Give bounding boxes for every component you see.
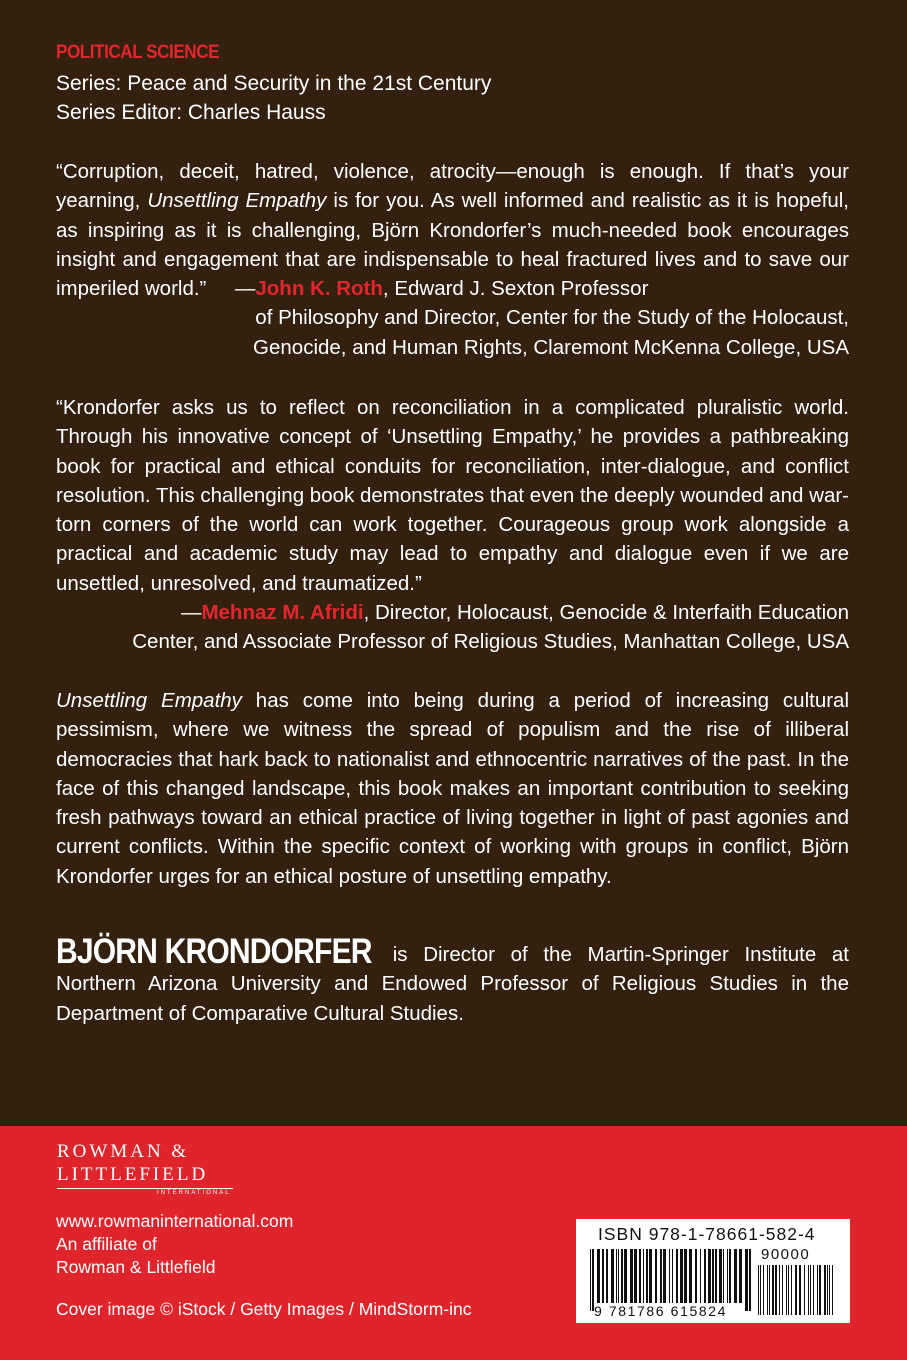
barcode-bar xyxy=(715,1249,717,1303)
barcode-bar xyxy=(602,1249,604,1303)
barcode-bar xyxy=(663,1249,666,1303)
series-title: Series: Peace and Security in the 21st Century xyxy=(56,72,492,95)
publisher-website[interactable]: www.rowmaninternational.com xyxy=(56,1211,294,1231)
endorser-name: John K. Roth xyxy=(255,277,383,301)
isbn-number: ISBN 978-1-78661-582-4 xyxy=(598,1224,816,1244)
publisher-info: www.rowmaninternational.com An affiliate of Rowman & Littlefield xyxy=(56,1211,294,1277)
barcode-bar xyxy=(799,1265,801,1315)
barcode-bar xyxy=(734,1249,737,1303)
endorser-affiliation: Genocide, and Human Rights, Claremont McKenna College, USA xyxy=(253,335,849,359)
barcode-bar xyxy=(819,1265,821,1315)
barcode-bar xyxy=(775,1265,777,1315)
endorsement-roth: “Corruption, deceit, hatred, violence, atrocity—enough is enough. If that’s your yearning, Unsettling Empathy is for you. As well informed and realistic as it is hopeful, as inspiring as it is challenging, Björn Krondorfer’s much-needed book encourages insight and engagement that are indispensable to heal fractured lives and to save our imperiled world.” —John K. Roth, Edward J. Sexton Professor of Philosophy and Director, Center for the Study of the Holocaust, Genocide, and Human Rights, Claremont McKenna College, USA xyxy=(56,157,849,362)
barcode-bar xyxy=(810,1265,811,1315)
barcode-bar xyxy=(723,1249,724,1303)
barcode-bar xyxy=(824,1265,826,1315)
barcode-bar xyxy=(788,1265,789,1315)
barcode-bar xyxy=(649,1249,652,1303)
barcode-bar xyxy=(689,1249,692,1303)
barcode-bar xyxy=(592,1249,594,1311)
barcode-bar xyxy=(708,1249,711,1303)
publisher-logo: ROWMAN & LITTLEFIELD INTERNATIONAL xyxy=(57,1140,247,1196)
barcode-bar xyxy=(672,1249,673,1303)
author-name: BJÖRN KRONDORFER xyxy=(56,932,372,971)
book-title-italic: Unsettling Empathy xyxy=(56,689,242,712)
price-code: 90000 xyxy=(761,1246,811,1263)
logo-rule xyxy=(57,1188,233,1189)
barcode-bar xyxy=(634,1249,637,1303)
barcode-bar xyxy=(763,1265,764,1315)
barcode-bar xyxy=(669,1249,670,1303)
barcode-bar xyxy=(813,1265,814,1315)
barcode-bar xyxy=(719,1249,722,1303)
barcode-bar xyxy=(655,1249,657,1303)
barcode-bar xyxy=(597,1249,600,1303)
endorser-name: Mehnaz M. Afridi xyxy=(201,601,364,625)
barcode-bar xyxy=(779,1265,780,1315)
barcode-bar xyxy=(639,1249,641,1303)
cover-image-credit: Cover image © iStock / Getty Images / MindStorm-inc xyxy=(56,1299,472,1319)
barcode-bar xyxy=(772,1265,774,1315)
barcode-bar xyxy=(712,1249,714,1303)
barcode-bar xyxy=(680,1249,683,1303)
barcode-bar xyxy=(804,1265,805,1315)
barcode-bar xyxy=(808,1265,809,1315)
barcode-bar xyxy=(590,1249,591,1311)
endorsement-afridi: “Krondorfer asks us to reflect on reconciliation in a complicated pluralistic world. Through his innovative concept of ‘Unsettling Empathy,’ he provides a pathbreaking book for practical and ethical conduits for reconciliation, inter-dialogue, and conflict resolution. This challenging book demonstrates that even the deeply wounded and war-torn corners of the world can work together. Courageous group work alongside a practical and academic study may lead to empathy and dialogue even if we are unsettled, unresolved, and traumatized.” —Mehnaz M. Afridi, Director, Holocaust, Genocide & Interfaith Education Center, and Associate Professor of Religious Studies, Manhattan College, USA xyxy=(56,393,849,657)
book-title-italic: Unsettling Empathy xyxy=(147,189,327,213)
barcode-bar xyxy=(611,1249,614,1303)
series-editor: Series Editor: Charles Hauss xyxy=(56,101,326,124)
barcode-bar xyxy=(695,1249,697,1303)
author-bio: BJÖRN KRONDORFER is Director of the Martin-Springer Institute at Northern Arizona University and Endowed Professor of Religious Studies in the Department of Comparative Cultural Studies. xyxy=(56,932,849,1025)
barcode-bar xyxy=(660,1249,662,1303)
barcode-bar xyxy=(795,1265,797,1315)
barcode-bar xyxy=(618,1249,619,1303)
barcode-bar xyxy=(827,1265,828,1315)
barcode-bar xyxy=(684,1249,687,1303)
barcode-bar xyxy=(616,1249,617,1303)
barcode-bar xyxy=(829,1265,830,1315)
barcode-bar xyxy=(791,1265,792,1315)
barcode-bar xyxy=(758,1265,759,1315)
barcode-bar xyxy=(745,1249,748,1311)
barcode-bar xyxy=(832,1265,833,1315)
barcode-bar xyxy=(621,1249,623,1303)
book-description: Unsettling Empathy has come into being during a period of increasing cultural pessimism, where we witness the spread of populism and the rise of illiberal democracies that hark back to nationalist and ethnocentric narratives of the past. In the face of this changed landscape, this book makes an important contribution to seeking fresh pathways toward an ethical practice of living together in light of past agonies and current conflicts. Within the specific context of working with groups in conflict, Björn Krondorfer urges for an ethical posture of unsettling empathy. xyxy=(56,689,849,888)
endorser-affiliation: Center, and Associate Professor of Religious Studies, Manhattan College, USA xyxy=(132,630,849,654)
barcode-bar xyxy=(749,1249,751,1311)
barcode-bar xyxy=(782,1265,783,1315)
barcode-bar xyxy=(624,1249,627,1303)
barcode-bar xyxy=(727,1249,728,1303)
barcode-bar xyxy=(646,1249,648,1303)
endorser-attribution: —Mehnaz M. Afridi, Director, Holocaust, Genocide & Interfaith Education xyxy=(180,601,849,625)
barcode-bar xyxy=(760,1265,761,1315)
barcode-bar xyxy=(767,1265,768,1315)
barcode-bar xyxy=(739,1249,742,1303)
barcode-bar xyxy=(606,1249,608,1303)
barcode-bar xyxy=(704,1249,706,1303)
barcode-bar xyxy=(676,1249,678,1303)
category-label: POLITICAL SCIENCE xyxy=(56,42,220,63)
barcode-bar xyxy=(630,1249,633,1303)
endorser-affiliation: of Philosophy and Director, Center for the Study of the Holocaust, xyxy=(255,306,849,330)
barcode-bar xyxy=(700,1249,701,1303)
barcode-bar xyxy=(817,1265,818,1315)
ean-digits: 9 781786 615824 xyxy=(594,1303,727,1319)
barcode-bar xyxy=(729,1249,731,1303)
barcode-bar xyxy=(643,1249,644,1303)
barcode-bar xyxy=(786,1265,787,1315)
barcode-bar xyxy=(769,1265,770,1315)
isbn-barcode xyxy=(576,1219,850,1323)
